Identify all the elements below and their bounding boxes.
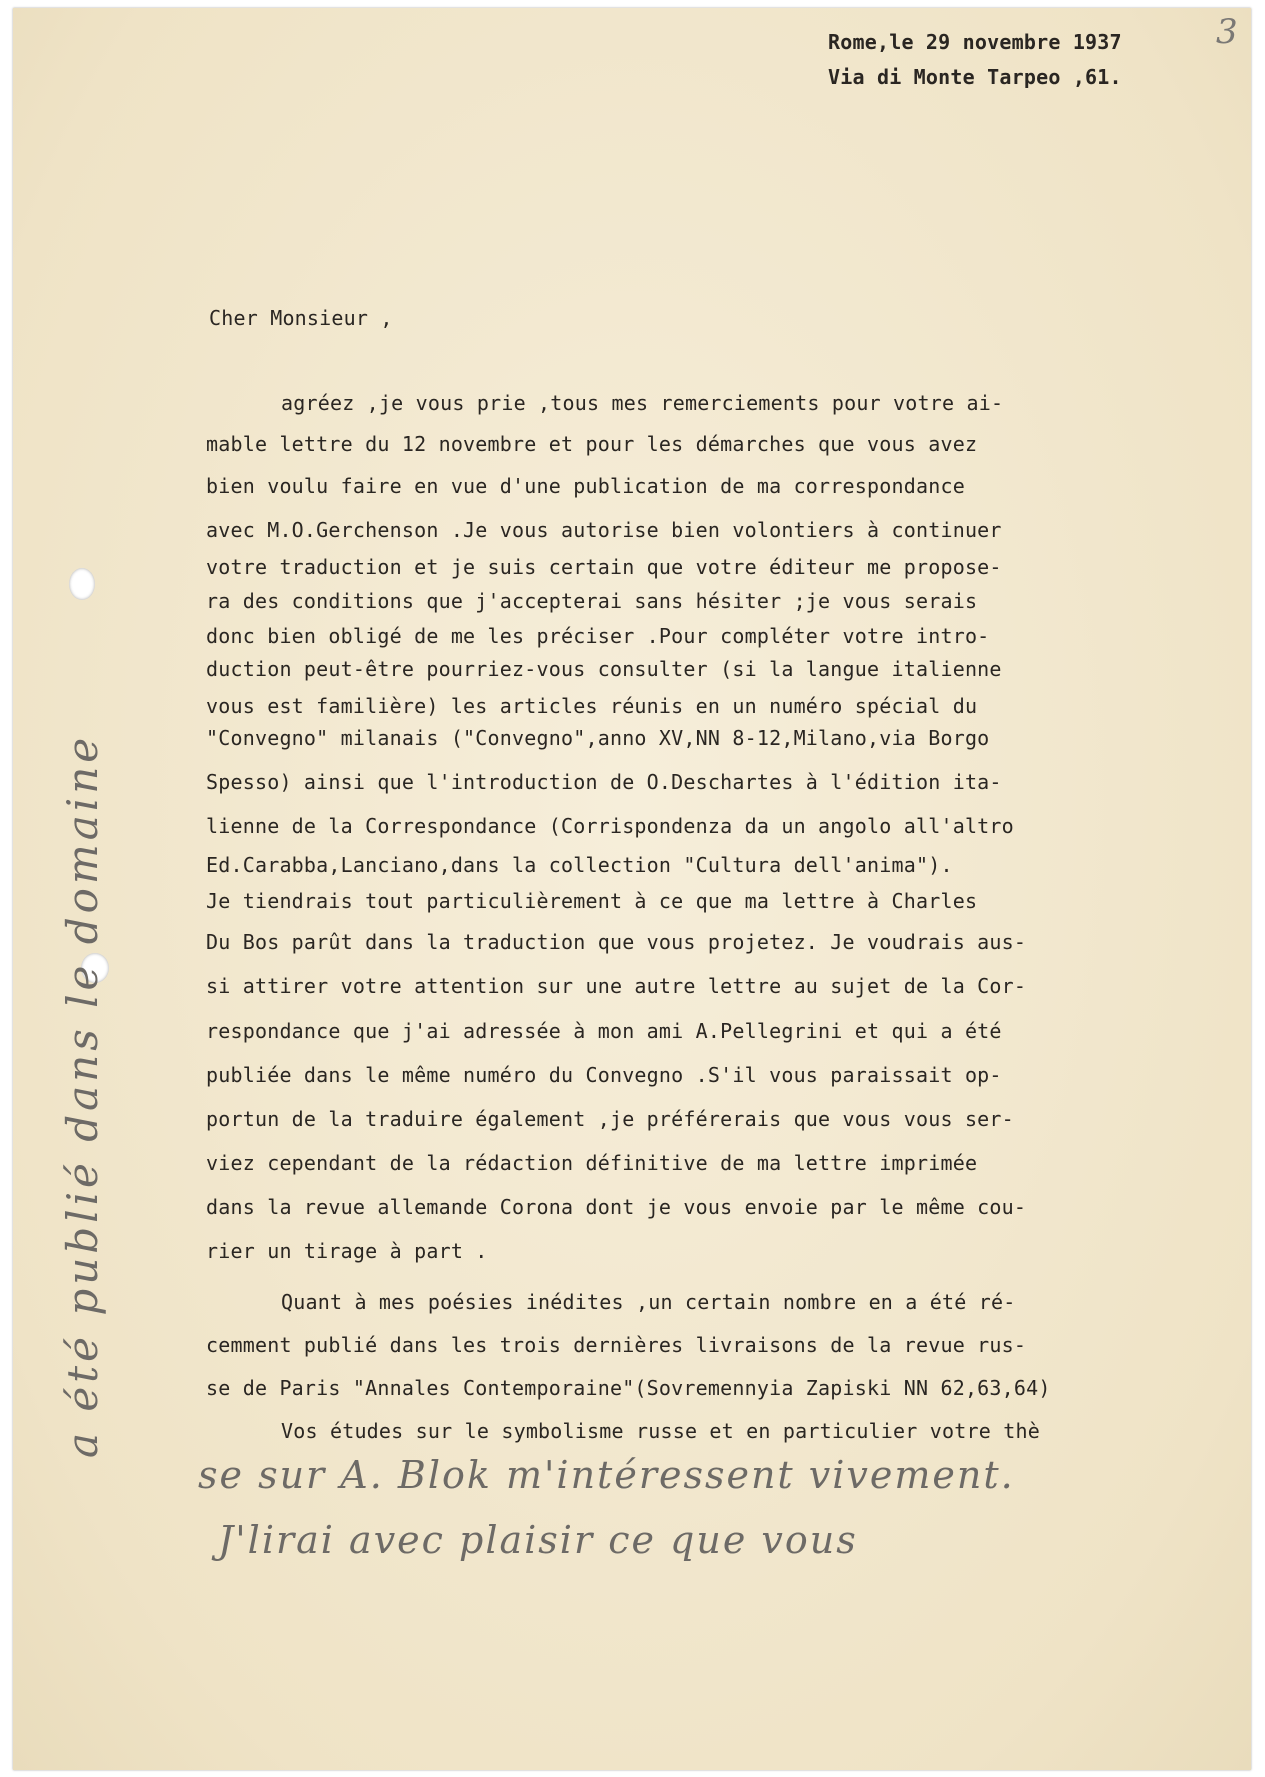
body-line: vous est familière) les articles réunis en un numéro spécial du <box>206 694 978 718</box>
body-line: viez cependant de la rédaction définitive de ma lettre imprimée <box>206 1151 978 1175</box>
body-line: si attirer votre attention sur une autre lettre au sujet de la Cor- <box>206 974 1027 998</box>
body-line: Je tiendrais tout particulièrement à ce que ma lettre à Charles <box>206 889 978 913</box>
letter-page <box>13 8 1251 1770</box>
body-line: Vos études sur le symbolisme russe et en particulier votre thè <box>281 1419 1040 1443</box>
date-line: Rome,le 29 novembre 1937 <box>828 30 1122 54</box>
body-line: cemment publié dans les trois dernières livraisons de la revue rus- <box>206 1333 1027 1357</box>
body-line: Ed.Carabba,Lanciano,dans la collection "Cultura dell'anima"). <box>206 853 953 877</box>
address-line: Via di Monte Tarpeo ,61. <box>828 65 1122 89</box>
body-line: mable lettre du 12 novembre et pour les démarches que vous avez <box>206 432 978 456</box>
body-line: ra des conditions que j'accepterai sans hésiter ;je vous serais <box>206 589 978 613</box>
handwritten-margin-note: a été publié dans le domaine <box>58 733 107 1458</box>
body-line: "Convegno" milanais ("Convegno",anno XV,NN 8-12,Milano,via Borgo <box>206 726 990 750</box>
body-line: duction peut-être pourriez-vous consulter (si la langue italienne <box>206 657 1002 681</box>
body-line: respondance que j'ai adressée à mon ami A.Pellegrini et qui a été <box>206 1019 1002 1043</box>
page-number: 3 <box>1216 12 1238 52</box>
body-line: se de Paris "Annales Contemporaine"(Sovremennyia Zapiski NN 62,63,64) <box>206 1376 1051 1400</box>
body-line: votre traduction et je suis certain que votre éditeur me propose- <box>206 555 1002 579</box>
body-line: lienne de la Correspondance (Corrispondenza da un angolo all'altro <box>206 814 1014 838</box>
body-line: rier un tirage à part . <box>206 1239 488 1263</box>
body-line: publiée dans le même numéro du Convegno .S'il vous paraissait op- <box>206 1063 1002 1087</box>
body-line: bien voulu faire en vue d'une publication de ma correspondance <box>206 474 965 498</box>
body-line: agréez ,je vous prie ,tous mes remerciements pour votre ai- <box>281 391 1004 415</box>
handwritten-line: se sur A. Blok m'intéressent vivement. <box>198 1453 1015 1497</box>
salutation: Cher Monsieur , <box>209 306 393 330</box>
body-line: avec M.O.Gerchenson .Je vous autorise bien volontiers à continuer <box>206 518 1002 542</box>
body-line: Du Bos parût dans la traduction que vous projetez. Je voudrais aus- <box>206 930 1027 954</box>
body-line: Quant à mes poésies inédites ,un certain nombre en a été ré- <box>281 1290 1016 1314</box>
body-line: Spesso) ainsi que l'introduction de O.Deschartes à l'édition ita- <box>206 770 1002 794</box>
body-line: donc bien obligé de me les préciser .Pour compléter votre intro- <box>206 624 990 648</box>
handwritten-line: J'lirai avec plaisir ce que vous <box>218 1518 858 1562</box>
body-line: portun de la traduire également ,je préférerais que vous vous ser- <box>206 1107 1014 1131</box>
body-line: dans la revue allemande Corona dont je vous envoie par le même cou- <box>206 1195 1027 1219</box>
punch-hole-top <box>69 568 95 600</box>
